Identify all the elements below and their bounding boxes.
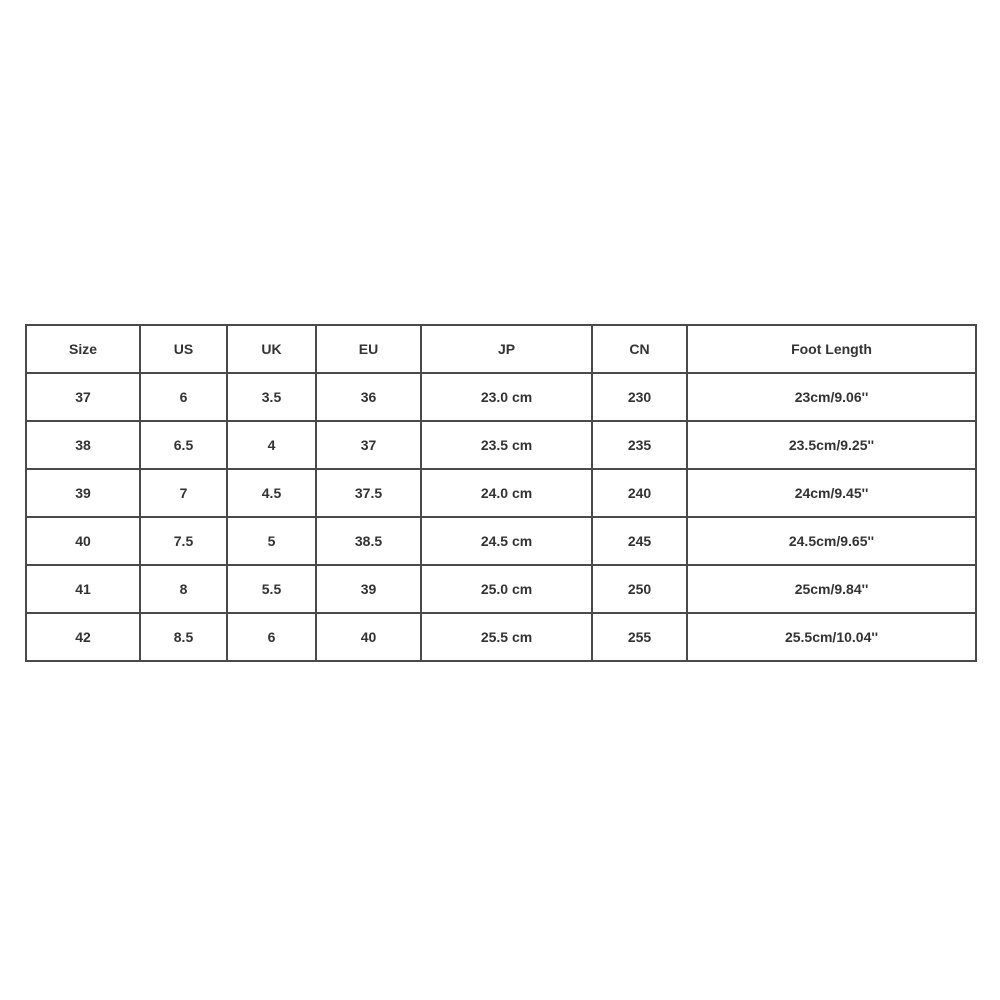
cell-eu: 40	[316, 613, 421, 661]
cell-eu: 37	[316, 421, 421, 469]
cell-cn: 250	[592, 565, 687, 613]
table-row	[26, 613, 976, 661]
cell-cn: 240	[592, 469, 687, 517]
cell-foot-length: 25.5cm/10.04''	[687, 613, 976, 661]
cell-eu: 39	[316, 565, 421, 613]
cell-eu: 36	[316, 373, 421, 421]
table-row	[26, 469, 976, 517]
cell-size: 40	[26, 517, 140, 565]
cell-foot-length: 23cm/9.06''	[687, 373, 976, 421]
cell-jp: 23.5 cm	[421, 421, 592, 469]
header-uk: UK	[227, 325, 316, 373]
cell-jp: 24.0 cm	[421, 469, 592, 517]
cell-cn: 255	[592, 613, 687, 661]
cell-eu: 38.5	[316, 517, 421, 565]
cell-uk: 4.5	[227, 469, 316, 517]
cell-jp: 25.5 cm	[421, 613, 592, 661]
cell-uk: 5	[227, 517, 316, 565]
cell-jp: 23.0 cm	[421, 373, 592, 421]
cell-foot-length: 24cm/9.45''	[687, 469, 976, 517]
cell-us: 6	[140, 373, 227, 421]
header-foot-length: Foot Length	[687, 325, 976, 373]
table-row	[26, 517, 976, 565]
cell-cn: 245	[592, 517, 687, 565]
cell-foot-length: 23.5cm/9.25''	[687, 421, 976, 469]
cell-us: 8.5	[140, 613, 227, 661]
cell-us: 6.5	[140, 421, 227, 469]
cell-size: 41	[26, 565, 140, 613]
header-row	[26, 325, 976, 373]
cell-size: 42	[26, 613, 140, 661]
cell-size: 39	[26, 469, 140, 517]
cell-foot-length: 25cm/9.84''	[687, 565, 976, 613]
header-us: US	[140, 325, 227, 373]
cell-eu: 37.5	[316, 469, 421, 517]
header-eu: EU	[316, 325, 421, 373]
header-cn: CN	[592, 325, 687, 373]
cell-uk: 6	[227, 613, 316, 661]
table-row	[26, 421, 976, 469]
cell-uk: 5.5	[227, 565, 316, 613]
cell-us: 7.5	[140, 517, 227, 565]
cell-cn: 235	[592, 421, 687, 469]
cell-uk: 3.5	[227, 373, 316, 421]
cell-size: 37	[26, 373, 140, 421]
size-chart-table	[25, 324, 977, 662]
cell-uk: 4	[227, 421, 316, 469]
header-size: Size	[26, 325, 140, 373]
cell-cn: 230	[592, 373, 687, 421]
cell-foot-length: 24.5cm/9.65''	[687, 517, 976, 565]
cell-jp: 24.5 cm	[421, 517, 592, 565]
cell-jp: 25.0 cm	[421, 565, 592, 613]
table-row	[26, 565, 976, 613]
cell-size: 38	[26, 421, 140, 469]
cell-us: 8	[140, 565, 227, 613]
table-row	[26, 373, 976, 421]
cell-us: 7	[140, 469, 227, 517]
header-jp: JP	[421, 325, 592, 373]
